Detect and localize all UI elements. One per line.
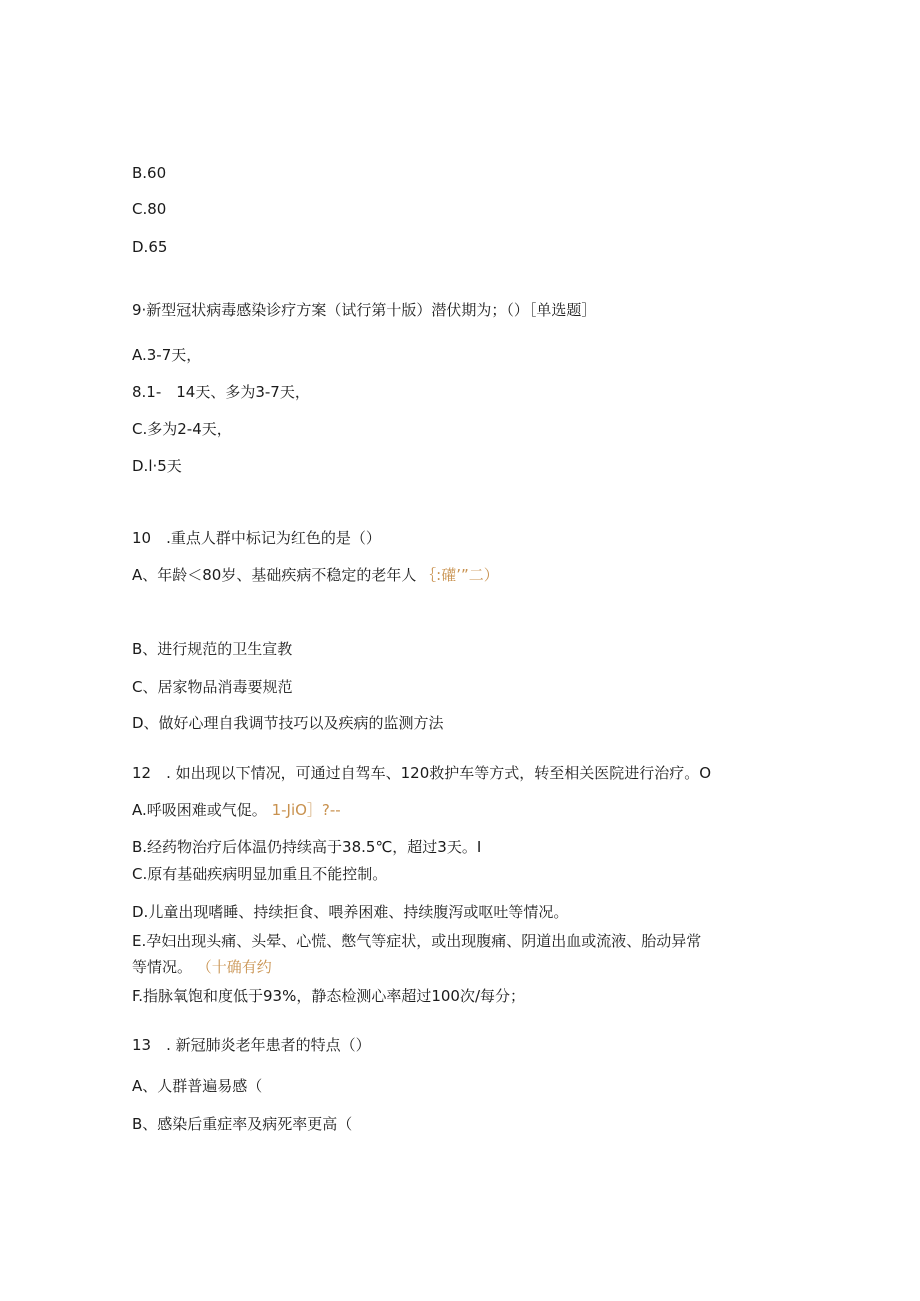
q9-option-a: A.3-7天， bbox=[132, 346, 202, 364]
q12-option-c: C.原有基础疾病明显加重且不能控制。 bbox=[132, 865, 388, 883]
q13-stem: 13 . 新冠肺炎老年患者的特点（） bbox=[132, 1036, 371, 1054]
q12-option-a bbox=[132, 800, 341, 820]
q12-stem: 12 . 如出现以下情况，可通过自驾车、120救护车等方式，转至相关医院进行治疗。O bbox=[132, 764, 712, 782]
q9-option-b: 8.1- 14天、多为3-7天， bbox=[132, 383, 310, 401]
q12-option-e-line1: E.孕妇出现头痛、头晕、心慌、憋气等症状，或出现腹痛、阴道出血或流液、胎动异常 bbox=[132, 932, 702, 950]
q8-option-c: C.80 bbox=[132, 200, 167, 218]
q12-option-d: D.儿童出现嗜睡、持续拒食、喂养困难、持续腹泻或呕吐等情况。 bbox=[132, 903, 569, 921]
q10-option-c: C、居家物品消毒要规范 bbox=[132, 678, 293, 696]
q10-option-b: B、进行规范的卫生宣教 bbox=[132, 640, 293, 658]
q9-option-d: D.l·5天 bbox=[132, 457, 182, 475]
q9-stem: 9·新型冠状病毒感染诊疗方案（试行第十版）潜伏期为；（）［单选题］ bbox=[132, 301, 597, 319]
q12-option-e-handwritten-mark: （十确有约 bbox=[196, 958, 272, 976]
q13-option-a: A、人群普遍易感（ bbox=[132, 1077, 263, 1095]
q12-option-e-line2 bbox=[132, 957, 272, 977]
q12-handwritten-mark: 1-JiO］?-- bbox=[271, 801, 341, 819]
q12-option-a-text: A.呼吸困难或气促。 bbox=[132, 801, 267, 819]
q12-option-b: B.经药物治疗后体温仍持续高于38.5℃，超过3天。I bbox=[132, 838, 482, 856]
q8-option-d: D.65 bbox=[132, 238, 168, 256]
q10-stem: 10 .重点人群中标记为红色的是（） bbox=[132, 529, 381, 547]
q10-handwritten-mark: ｛:礶’”二） bbox=[421, 566, 499, 584]
q8-option-b: B.60 bbox=[132, 164, 167, 182]
q10-option-a-text: A、年龄＜80岁、基础疾病不稳定的老年人 bbox=[132, 566, 417, 584]
q9-option-c: C.多为2-4天， bbox=[132, 420, 232, 438]
q12-option-e-text: 等情况。 bbox=[132, 958, 193, 976]
q13-option-b: B、感染后重症率及病死率更高（ bbox=[132, 1115, 353, 1133]
q10-option-d: D、做好心理自我调节技巧以及疾病的监测方法 bbox=[132, 714, 444, 732]
q12-option-f: F.指脉氧饱和度低于93%，静态检测心率超过100次/每分； bbox=[132, 987, 526, 1005]
q10-option-a bbox=[132, 565, 499, 585]
